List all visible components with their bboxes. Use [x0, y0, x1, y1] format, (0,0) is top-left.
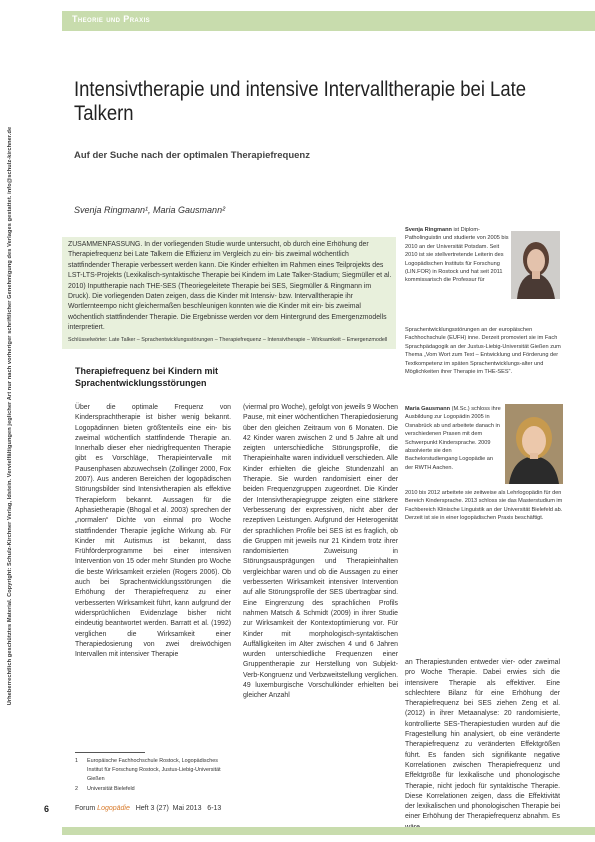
- bio-name: Maria Gausmann: [405, 406, 451, 412]
- footer-bar: [62, 827, 595, 835]
- footnote-number: 1: [75, 758, 78, 764]
- body-column-2: (viermal pro Woche), gefolgt von jeweils 9 Wochen Pause, mit einer wöchentlichen Therapiedosierung über den gleichen Zeitraum von 6 Monaten. Die 42 Kinder waren zwischen 2 und 5 Jahre alt und zeigten unterschiedliche Störungsprofile, die Therapieinhalte waren individuell verschieden. Alle Kinder erhielten die gleiche Stundenzahl an Therapie. Sie wurden randomisiert einer der beiden Frequenzgruppen zugeordnet. Die Kinder der Intensivtherapiegruppe zeigten eine stärkere Verbesserung der expressiven, nicht aber der rezeptiven Leistungen. Aufgrund der Heterogenität der sprachlichen Profile bei SES ist es fraglich, ob die Gruppen mit jeweils nur 21 Kindern trotz ihrer randomisierten Zuweisung in Störungsausprägungen und Therapieinhalten vergleichbar waren und ob die Aussagen zu einer verbesserten Wirksamkeit intensiver Intervention auf alle Störungsprofile der SES übertragbar sind. Eine Eingrenzung des sprachlichen Profils nahmen Matsch & Schmidt (2009) in ihrer Studie zur Wirksamkeit der Kontextoptimierung vor. Für Kinder mit morphologisch-syntaktischen Auffälligkeiten im Alter zwischen 4 und 6 Jahren wurden unterschiedliche Frequenzen einer Gruppentherapie zur Herstellung von Subjekt-Verb-Kongruenz und Verbzweitstellung verglichen. 49 luxemburgische Vorschulkinder erhielten bei gleicher Anzahl: [243, 404, 398, 700]
- body-column-1: Über die optimale Frequenz von Kindersprachtherapie ist bisher wenig bekannt. Logopädinnen bieten größtenteils eine ein- bis zweimal wöchentlich stattfindende Therapie an. Innerhalb dieser eher niedrigfrequenten Therapie gibt es Vorschläge, Therapieintervalle mit Pausenphasen abzuwechseln (Zollinger 2000, Fox 2007). Aus anderen Bereichen der logopädischen Störungsbilder sind Intensivtherapien als effektive Therapieform bekannt. Aussagen für die Aphasietherapie (Bhogal et al. 2003) sprechen der „normalen“ Dichte von einmal pro Woche stattfindender Therapie jegliche Wirkung ab. Für Kinder mit Autismus ist bekannt, dass Frühförderprogramme bei einer intensiven Intervention von 15 oder mehr Stunden pro Woche die beste Wirksamkeit erzielen (Rogers 2006). Ob auch bei Sprachentwicklungsstörungen die Erhöhung der Therapiefrequenz zu einer verbesserten Wirksamkeit führt, kann aufgrund der widersprüchlichen Evidenzlage bisher nicht eindeutig beantwortet werden. Barratt et al. (1992) verglichen die Wirksamkeit einer Therapiedosierung von zwei dreiwöchigen Intervallen mit intensiver Therapie: [75, 404, 231, 659]
- bio-text: ist Diplom-Patholinguistin und studierte von 2005 bis 2010 an der Universität Potsdam. Seit 2010 ist sie stellvertretende Leiterin des Logopädischen Instituts für Forschung (LIN.FOR) in Rostock und hat seit 2011 kommissarisch die Professur für: [405, 227, 509, 284]
- footnote: [75, 785, 235, 794]
- journal-brand: Logopädie: [97, 805, 130, 812]
- bio-text: (M.Sc.) schloss ihre Ausbildung zur Logopädin 2005 in Osnabrück ab und arbeitete danach in verschiedenen Praxen mit dem Schwerpunkt Kindersprache. 2009 absolvierte sie den Bachelorstudiengang Logopädie an der RWTH Aachen.: [405, 406, 501, 471]
- section-label: Theorie und Praxis: [72, 14, 151, 24]
- abstract-text: In der vorliegenden Studie wurde untersucht, ob durch eine Erhöhung der Therapiefrequenz bei Late Talkern die Effizienz im Vergleich zu ein- bis zweimal wöchentlich stattfindender Therapie verbessert werden kann. Die Kinder erhielten im Rahmen eines Teilprojekts des LST-LTS-Projekts (Lexikalisch-syntaktische Therapie bei Kindern im Late Talker-Stadium; Siegmüller et al. 2010) Inputtherapie nach THE-SES (Theoriegeleitete Therapie bei SES, Siegmüller & Ringmann im Druck). Die vorliegenden Daten zeigen, dass die Kinder mit Intensiv- bzw. Intervalltherapie ihr Wortlernteempo nicht gleichermaßen beschleunigen konnten wie die Kinder mit ein- bis zweimal wöchentlich stattfindender Therapie. Die Ergebnisse werden vor dem Hintergrund des Emergenzmodells interpretiert.: [68, 241, 392, 332]
- author-bio-ringmann-cont: Sprachentwicklungsstörungen an der europäischen Fachhochschule (EUFH) inne. Derzeit promoviert sie im Fach Sprachpädagogik an der Justus-Liebig-Universität Gießen zum Thema „Vom Wort zum Text – Entwicklung und Förderung der Textkompetenz im späten Sprachentwicklungs-alter und Möglichkeiten ihrer Therapie im THE-SES“.: [405, 327, 561, 376]
- journal-name: Forum: [75, 805, 98, 812]
- issue-info: Heft 3 (27) Mai 2013 6-13: [129, 805, 222, 812]
- body-column-3: an Therapiestunden entweder vier- oder zweimal pro Woche Therapie. Dabei erwies sich die intensivere Therapie als effektiver. Eine schlechtere Bilanz für eine Erhöhung der Therapiefrequenz bei SES ziehen Zeng et al. (2012) in ihrer Metaanalyse: 20 randomisierte, kontrollierte SES-Therapiestudien wurden auf die Fragestellung hin analysiert, ob eine veränderte Therapiefrequenz zu veränderten Effektgrößen führt. Es fanden sich signifikante negative Korrelationen zwischen Therapiefrequenz und Effektgröße für lexikalische und phonologische Therapie, nicht jedoch für syntaktische Therapie. Diese Korrelationen zeigen, dass die Effektivität der lexikalischen und phonologischen Therapie bei einer Erhöhung der Therapiefrequenz abnahm. Es: [405, 659, 560, 821]
- author-bio-gausmann: [405, 405, 501, 472]
- author-bio-ringmann: [405, 226, 509, 285]
- footer: [75, 805, 221, 812]
- section-heading: Therapiefrequenz bei Kindern mit Sprachentwicklungsstörungen: [75, 366, 219, 388]
- author-photo-gausmann: [505, 404, 563, 484]
- abstract: [68, 240, 392, 344]
- authors: Svenja Ringmann¹, Maria Gausmann²: [74, 205, 226, 215]
- footnote-rule: [75, 752, 145, 753]
- footnote-number: 2: [75, 785, 78, 792]
- footnote: [75, 757, 235, 785]
- keywords: Schlüsselwörter: Late Talker – Sprachentwicklungsstörungen – Therapiefrequenz – Intensivtherapie – Wirksamkeit – Emergenzmodell: [68, 336, 388, 343]
- footnotes: [75, 757, 235, 794]
- bio-name: Svenja Ringmann: [405, 227, 452, 233]
- footnote-text: Europäische Fachhochschule Rostock, Logopädisches Institut für Forschung Rostock, Justus-Liebig-Universität Gießen: [87, 758, 221, 783]
- copyright-side-notice: Urheberrechtlich geschütztes Material. Copyright: Schulz-Kirchner Verlag, Idstein. Vervielfältigungen jeglicher Art nur nach vorheriger schriftlicher Genehmigung des Verlages gestattet. info@schulz-kirchner.de: [7, 126, 13, 706]
- article-subtitle: Auf der Suche nach der optimalen Therapiefrequenz: [74, 150, 310, 161]
- page-number: 6: [44, 804, 50, 814]
- author-photo-ringmann: [511, 231, 560, 299]
- footnote-text: Universität Bielefeld: [87, 785, 135, 792]
- article-title: Intensivtherapie und intensive Intervalltherapie bei Late Talkern: [74, 78, 527, 125]
- abstract-label: ZUSAMMENFASSUNG.: [68, 241, 143, 248]
- author-bio-gausmann-cont: 2010 bis 2012 arbeitete sie zeitweise als Lehrlogopädin für den Bereich Kindersprache. 2013 schloss sie das Masterstudium im Fachbereich Klinische Linguistik an der Universität Bielefeld ab. Derzeit ist sie in einer logopädischen Praxis beschäftigt.: [405, 490, 563, 522]
